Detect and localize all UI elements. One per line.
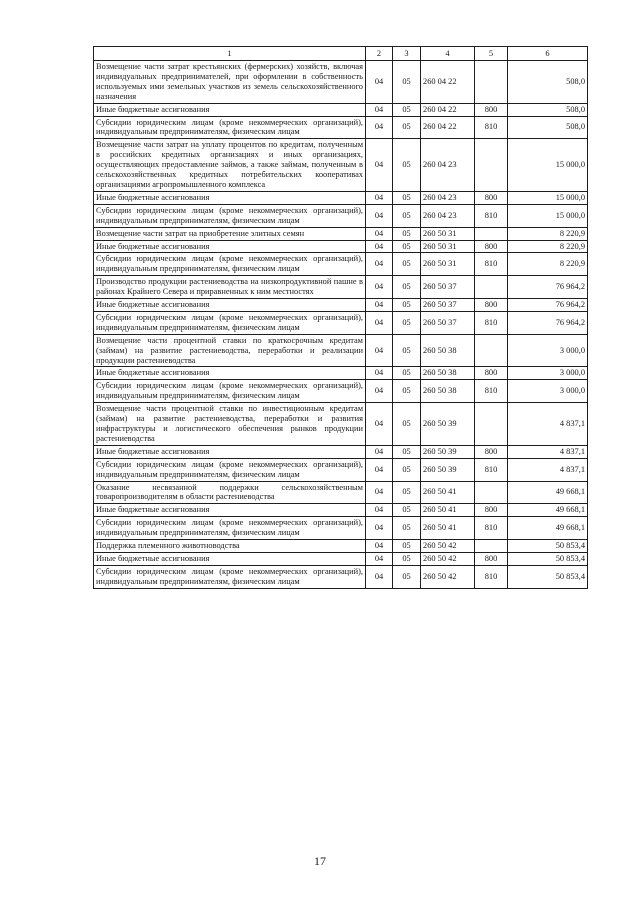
row-section-cell: 04 (366, 103, 393, 116)
table-body (94, 61, 588, 589)
table-header (94, 47, 588, 61)
table-row (94, 299, 588, 312)
row-subsection-cell: 05 (393, 552, 421, 565)
table-row (94, 367, 588, 380)
row-target-article-cell: 260 50 41 (421, 504, 475, 517)
row-subsection-cell: 05 (393, 458, 421, 481)
row-expense-type-cell: 800 (475, 191, 508, 204)
row-subsection-cell: 05 (393, 481, 421, 504)
row-amount-cell: 508,0 (508, 61, 588, 104)
row-name-cell: Иные бюджетные ассигнования (94, 445, 366, 458)
table-row (94, 191, 588, 204)
header-row (94, 47, 588, 61)
row-expense-type-cell: 800 (475, 552, 508, 565)
row-name-cell: Производство продукции растениеводства на низкопродуктивной пашне в районах Крайнего Севера и приравненных к ним местностях (94, 276, 366, 299)
table-row (94, 253, 588, 276)
row-subsection-cell: 05 (393, 311, 421, 334)
row-target-article-cell: 260 04 22 (421, 61, 475, 104)
row-subsection-cell: 05 (393, 517, 421, 540)
row-target-article-cell: 260 04 23 (421, 139, 475, 192)
row-target-article-cell: 260 50 41 (421, 517, 475, 540)
row-expense-type-cell: 810 (475, 517, 508, 540)
table-row (94, 481, 588, 504)
header-col-2: 2 (366, 47, 393, 61)
row-section-cell: 04 (366, 552, 393, 565)
row-amount-cell: 4 837,1 (508, 458, 588, 481)
row-amount-cell: 4 837,1 (508, 403, 588, 446)
row-name-cell: Оказание несвязанной поддержки сельскохозяйственным товаропроизводителям в области растениеводства (94, 481, 366, 504)
row-section-cell: 04 (366, 504, 393, 517)
row-name-cell: Иные бюджетные ассигнования (94, 240, 366, 253)
row-subsection-cell: 05 (393, 334, 421, 367)
row-amount-cell: 49 668,1 (508, 517, 588, 540)
row-name-cell: Иные бюджетные ассигнования (94, 191, 366, 204)
row-expense-type-cell: 800 (475, 445, 508, 458)
header-col-3: 3 (393, 47, 421, 61)
row-amount-cell: 15 000,0 (508, 139, 588, 192)
row-subsection-cell: 05 (393, 367, 421, 380)
row-target-article-cell: 260 50 38 (421, 334, 475, 367)
row-name-cell: Субсидии юридическим лицам (кроме некоммерческих организаций), индивидуальным предпринимателям, физическим лицам (94, 458, 366, 481)
row-name-cell: Иные бюджетные ассигнования (94, 367, 366, 380)
row-amount-cell: 49 668,1 (508, 504, 588, 517)
row-target-article-cell: 260 50 37 (421, 311, 475, 334)
row-subsection-cell: 05 (393, 445, 421, 458)
table-row (94, 540, 588, 553)
row-expense-type-cell: 800 (475, 240, 508, 253)
row-section-cell: 04 (366, 299, 393, 312)
row-subsection-cell: 05 (393, 116, 421, 139)
table-row (94, 380, 588, 403)
row-name-cell: Возмещение части процентной ставки по инвестиционным кредитам (займам) на развитие растениеводства, переработки и развития инфраструктуры и логистического обеспечения рынков продукции растениеводства (94, 403, 366, 446)
row-target-article-cell: 260 50 42 (421, 540, 475, 553)
row-expense-type-cell (475, 276, 508, 299)
row-subsection-cell: 05 (393, 253, 421, 276)
row-name-cell: Возмещение части затрат на приобретение элитных семян (94, 227, 366, 240)
row-target-article-cell: 260 50 38 (421, 367, 475, 380)
row-name-cell: Иные бюджетные ассигнования (94, 103, 366, 116)
row-expense-type-cell: 810 (475, 565, 508, 588)
row-expense-type-cell (475, 481, 508, 504)
row-expense-type-cell (475, 139, 508, 192)
row-target-article-cell: 260 50 38 (421, 380, 475, 403)
row-amount-cell: 50 853,4 (508, 540, 588, 553)
row-amount-cell: 76 964,2 (508, 276, 588, 299)
row-expense-type-cell: 800 (475, 299, 508, 312)
row-amount-cell: 8 220,9 (508, 253, 588, 276)
row-subsection-cell: 05 (393, 299, 421, 312)
row-name-cell: Субсидии юридическим лицам (кроме некоммерческих организаций), индивидуальным предпринимателям, физическим лицам (94, 204, 366, 227)
table-row (94, 565, 588, 588)
header-col-6: 6 (508, 47, 588, 61)
row-section-cell: 04 (366, 61, 393, 104)
row-target-article-cell: 260 50 42 (421, 565, 475, 588)
row-target-article-cell: 260 50 31 (421, 227, 475, 240)
table-row (94, 276, 588, 299)
header-col-1: 1 (94, 47, 366, 61)
row-expense-type-cell (475, 227, 508, 240)
row-subsection-cell: 05 (393, 240, 421, 253)
row-amount-cell: 49 668,1 (508, 481, 588, 504)
row-expense-type-cell (475, 334, 508, 367)
row-subsection-cell: 05 (393, 276, 421, 299)
row-amount-cell: 4 837,1 (508, 445, 588, 458)
row-target-article-cell: 260 50 39 (421, 403, 475, 446)
row-target-article-cell: 260 50 39 (421, 445, 475, 458)
row-amount-cell: 76 964,2 (508, 311, 588, 334)
row-name-cell: Иные бюджетные ассигнования (94, 504, 366, 517)
row-section-cell: 04 (366, 334, 393, 367)
table-row (94, 227, 588, 240)
row-expense-type-cell: 810 (475, 116, 508, 139)
row-expense-type-cell: 810 (475, 204, 508, 227)
row-section-cell: 04 (366, 139, 393, 192)
row-target-article-cell: 260 04 23 (421, 204, 475, 227)
row-section-cell: 04 (366, 517, 393, 540)
row-section-cell: 04 (366, 276, 393, 299)
row-target-article-cell: 260 04 23 (421, 191, 475, 204)
row-subsection-cell: 05 (393, 204, 421, 227)
row-name-cell: Иные бюджетные ассигнования (94, 299, 366, 312)
row-section-cell: 04 (366, 565, 393, 588)
row-name-cell: Иные бюджетные ассигнования (94, 552, 366, 565)
row-name-cell: Возмещение части затрат крестьянских (фермерских) хозяйств, включая индивидуальных предпринимателей, при оформлении в собственность используемых ими земельных участков из земель сельскохозяйственного назначения (94, 61, 366, 104)
row-target-article-cell: 260 50 42 (421, 552, 475, 565)
header-col-4: 4 (421, 47, 475, 61)
table-row (94, 103, 588, 116)
row-amount-cell: 8 220,9 (508, 240, 588, 253)
row-amount-cell: 76 964,2 (508, 299, 588, 312)
table-row (94, 204, 588, 227)
row-expense-type-cell: 810 (475, 380, 508, 403)
row-section-cell: 04 (366, 204, 393, 227)
row-subsection-cell: 05 (393, 540, 421, 553)
row-expense-type-cell (475, 61, 508, 104)
row-name-cell: Субсидии юридическим лицам (кроме некоммерческих организаций), индивидуальным предпринимателям, физическим лицам (94, 565, 366, 588)
row-expense-type-cell (475, 540, 508, 553)
row-section-cell: 04 (366, 445, 393, 458)
row-name-cell: Возмещение части затрат на уплату процентов по кредитам, полученным в российских кредитных организациях и иных организациях, осуществляющих предоставление займов, а также займам, полученным в сельскохозяйственных кредитных потребительских кооперативах организациями агропромышленного комплекса (94, 139, 366, 192)
table-row (94, 116, 588, 139)
table-row (94, 517, 588, 540)
budget-table (93, 46, 588, 589)
row-section-cell: 04 (366, 367, 393, 380)
row-target-article-cell: 260 50 37 (421, 276, 475, 299)
row-target-article-cell: 260 50 31 (421, 253, 475, 276)
row-section-cell: 04 (366, 191, 393, 204)
table-row (94, 403, 588, 446)
row-section-cell: 04 (366, 227, 393, 240)
row-subsection-cell: 05 (393, 504, 421, 517)
row-amount-cell: 508,0 (508, 103, 588, 116)
table-row (94, 504, 588, 517)
row-section-cell: 04 (366, 540, 393, 553)
row-amount-cell: 50 853,4 (508, 552, 588, 565)
row-expense-type-cell: 810 (475, 458, 508, 481)
row-section-cell: 04 (366, 458, 393, 481)
header-col-5: 5 (475, 47, 508, 61)
table-row (94, 552, 588, 565)
row-subsection-cell: 05 (393, 565, 421, 588)
row-subsection-cell: 05 (393, 403, 421, 446)
row-subsection-cell: 05 (393, 103, 421, 116)
row-amount-cell: 15 000,0 (508, 191, 588, 204)
table-row (94, 458, 588, 481)
row-target-article-cell: 260 50 39 (421, 458, 475, 481)
row-subsection-cell: 05 (393, 139, 421, 192)
row-amount-cell: 15 000,0 (508, 204, 588, 227)
row-name-cell: Субсидии юридическим лицам (кроме некоммерческих организаций), индивидуальным предпринимателям, физическим лицам (94, 380, 366, 403)
row-expense-type-cell: 810 (475, 253, 508, 276)
row-amount-cell: 50 853,4 (508, 565, 588, 588)
row-section-cell: 04 (366, 253, 393, 276)
row-expense-type-cell: 800 (475, 367, 508, 380)
row-subsection-cell: 05 (393, 61, 421, 104)
table-row (94, 311, 588, 334)
row-expense-type-cell: 810 (475, 311, 508, 334)
row-target-article-cell: 260 04 22 (421, 103, 475, 116)
row-amount-cell: 3 000,0 (508, 367, 588, 380)
row-target-article-cell: 260 50 37 (421, 299, 475, 312)
row-subsection-cell: 05 (393, 227, 421, 240)
row-expense-type-cell: 800 (475, 103, 508, 116)
row-section-cell: 04 (366, 380, 393, 403)
row-name-cell: Возмещение части процентной ставки по краткосрочным кредитам (займам) на развитие растениеводства, переработки и реализации продукции растениеводства (94, 334, 366, 367)
table-row (94, 139, 588, 192)
row-target-article-cell: 260 50 31 (421, 240, 475, 253)
row-section-cell: 04 (366, 311, 393, 334)
row-section-cell: 04 (366, 403, 393, 446)
row-name-cell: Субсидии юридическим лицам (кроме некоммерческих организаций), индивидуальным предпринимателям, физическим лицам (94, 253, 366, 276)
row-name-cell: Субсидии юридическим лицам (кроме некоммерческих организаций), индивидуальным предпринимателям, физическим лицам (94, 517, 366, 540)
row-amount-cell: 8 220,9 (508, 227, 588, 240)
table-row (94, 61, 588, 104)
row-target-article-cell: 260 50 41 (421, 481, 475, 504)
row-section-cell: 04 (366, 481, 393, 504)
row-amount-cell: 3 000,0 (508, 334, 588, 367)
row-section-cell: 04 (366, 240, 393, 253)
table-row (94, 334, 588, 367)
page-number: 17 (314, 854, 326, 868)
table-row (94, 240, 588, 253)
row-subsection-cell: 05 (393, 191, 421, 204)
row-subsection-cell: 05 (393, 380, 421, 403)
row-amount-cell: 508,0 (508, 116, 588, 139)
row-expense-type-cell: 800 (475, 504, 508, 517)
row-name-cell: Поддержка племенного животноводства (94, 540, 366, 553)
row-name-cell: Субсидии юридическим лицам (кроме некоммерческих организаций), индивидуальным предпринимателям, физическим лицам (94, 116, 366, 139)
row-name-cell: Субсидии юридическим лицам (кроме некоммерческих организаций), индивидуальным предпринимателям, физическим лицам (94, 311, 366, 334)
row-target-article-cell: 260 04 22 (421, 116, 475, 139)
row-section-cell: 04 (366, 116, 393, 139)
row-amount-cell: 3 000,0 (508, 380, 588, 403)
row-expense-type-cell (475, 403, 508, 446)
table-row (94, 445, 588, 458)
